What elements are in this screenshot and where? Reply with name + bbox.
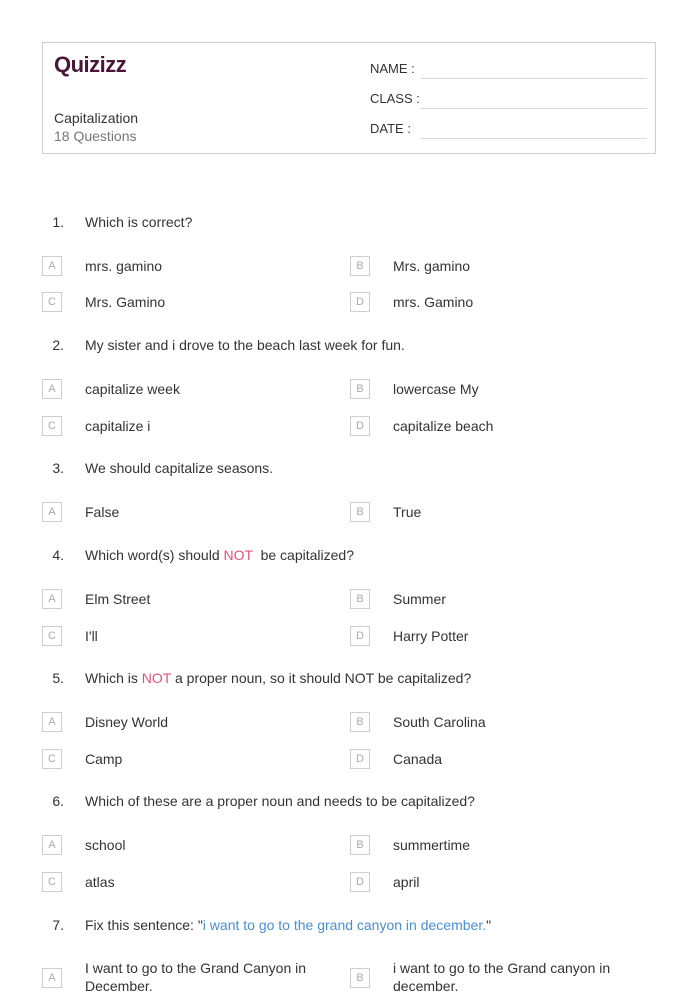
question-number: 4. bbox=[52, 547, 64, 563]
name-line bbox=[421, 78, 647, 79]
question-text-start: Which is bbox=[85, 670, 142, 686]
option-letter-box: B bbox=[350, 379, 370, 399]
option-text: lowercase My bbox=[393, 381, 479, 397]
option-letter-box: B bbox=[350, 712, 370, 732]
option-letter-box: C bbox=[42, 626, 62, 646]
question-text: We should capitalize seasons. bbox=[85, 460, 274, 476]
option-text: South Carolina bbox=[393, 714, 486, 730]
option-letter-box: B bbox=[350, 502, 370, 522]
option-text: False bbox=[85, 504, 120, 520]
option-text: capitalize beach bbox=[393, 418, 494, 434]
option-text: Harry Potter bbox=[393, 628, 469, 644]
option-text: atlas bbox=[85, 874, 115, 890]
option-letter-box: D bbox=[350, 416, 370, 436]
option-letter-box: D bbox=[350, 749, 370, 769]
question-number: 6. bbox=[52, 793, 64, 809]
option-letter-box: A bbox=[42, 256, 62, 276]
option-text: Mrs. gamino bbox=[393, 258, 471, 274]
question-number: 5. bbox=[52, 670, 64, 686]
option-text: mrs. Gamino bbox=[393, 294, 474, 310]
question-text bbox=[85, 547, 354, 563]
option-letter-box: B bbox=[350, 835, 370, 855]
question-number: 2. bbox=[52, 337, 64, 353]
option-letter-box: C bbox=[42, 292, 62, 312]
class-line bbox=[421, 108, 647, 109]
question-text-emphasis: NOT bbox=[223, 547, 253, 563]
option-letter-box: B bbox=[350, 256, 370, 276]
option-text: i want to go to the Grand canyon in december. bbox=[393, 960, 611, 994]
question-count: 18 Questions bbox=[54, 128, 137, 144]
option-letter-box: B bbox=[350, 968, 370, 988]
option-letter-box: A bbox=[42, 712, 62, 732]
question-text-end: a proper noun, so it should NOT be capitalized? bbox=[171, 670, 472, 686]
question-text bbox=[85, 670, 471, 686]
question-text-end: " bbox=[486, 917, 492, 933]
option-letter-box: D bbox=[350, 626, 370, 646]
question-text: Which of these are a proper noun and needs to be capitalized? bbox=[85, 793, 475, 809]
option-letter-box: A bbox=[42, 589, 62, 609]
question-text-sentence: i want to go to the grand canyon in december. bbox=[202, 917, 487, 933]
name-label: NAME : bbox=[370, 61, 415, 76]
question-text-emphasis: NOT bbox=[141, 670, 172, 686]
option-text: True bbox=[393, 504, 422, 520]
option-text: summertime bbox=[393, 837, 471, 853]
option-text: Elm Street bbox=[85, 591, 151, 607]
question-text: Which is correct? bbox=[85, 214, 193, 230]
option-text: capitalize i bbox=[85, 418, 151, 434]
option-text: Disney World bbox=[85, 714, 168, 730]
option-letter-box: D bbox=[350, 292, 370, 312]
quizizz-logo: Quizizz bbox=[54, 52, 127, 77]
class-label: CLASS : bbox=[370, 91, 420, 106]
question-number: 7. bbox=[52, 917, 64, 933]
question-text-start: Fix this sentence: " bbox=[85, 917, 203, 933]
question-number: 1. bbox=[52, 214, 64, 230]
option-text: Canada bbox=[393, 751, 443, 767]
worksheet-header bbox=[42, 42, 656, 154]
option-letter-box: A bbox=[42, 379, 62, 399]
option-letter-box: C bbox=[42, 872, 62, 892]
option-letter-box: D bbox=[350, 872, 370, 892]
worksheet-title: Capitalization bbox=[54, 110, 139, 126]
question-text-start: Which word(s) should bbox=[85, 547, 224, 563]
question-text-end: be capitalized? bbox=[252, 547, 354, 563]
date-label: DATE : bbox=[370, 121, 411, 136]
option-text: Summer bbox=[393, 591, 446, 607]
question-number: 3. bbox=[52, 460, 64, 476]
option-letter-box: A bbox=[42, 835, 62, 855]
question-text: My sister and i drove to the beach last week for fun. bbox=[85, 337, 405, 353]
option-text: capitalize week bbox=[85, 381, 180, 397]
option-text: mrs. gamino bbox=[85, 258, 163, 274]
date-line bbox=[421, 138, 647, 139]
option-text: Camp bbox=[85, 751, 123, 767]
option-text: I'll bbox=[85, 628, 98, 644]
option-letter-box: A bbox=[42, 968, 62, 988]
option-letter-box: A bbox=[42, 502, 62, 522]
question-text bbox=[85, 917, 491, 933]
option-letter-box: B bbox=[350, 589, 370, 609]
option-letter-box: C bbox=[42, 749, 62, 769]
option-text: I want to go to the Grand Canyon in December. bbox=[85, 960, 307, 994]
option-letter-box: C bbox=[42, 416, 62, 436]
option-text: school bbox=[85, 837, 126, 853]
option-text: april bbox=[393, 874, 420, 890]
option-text: Mrs. Gamino bbox=[85, 294, 166, 310]
